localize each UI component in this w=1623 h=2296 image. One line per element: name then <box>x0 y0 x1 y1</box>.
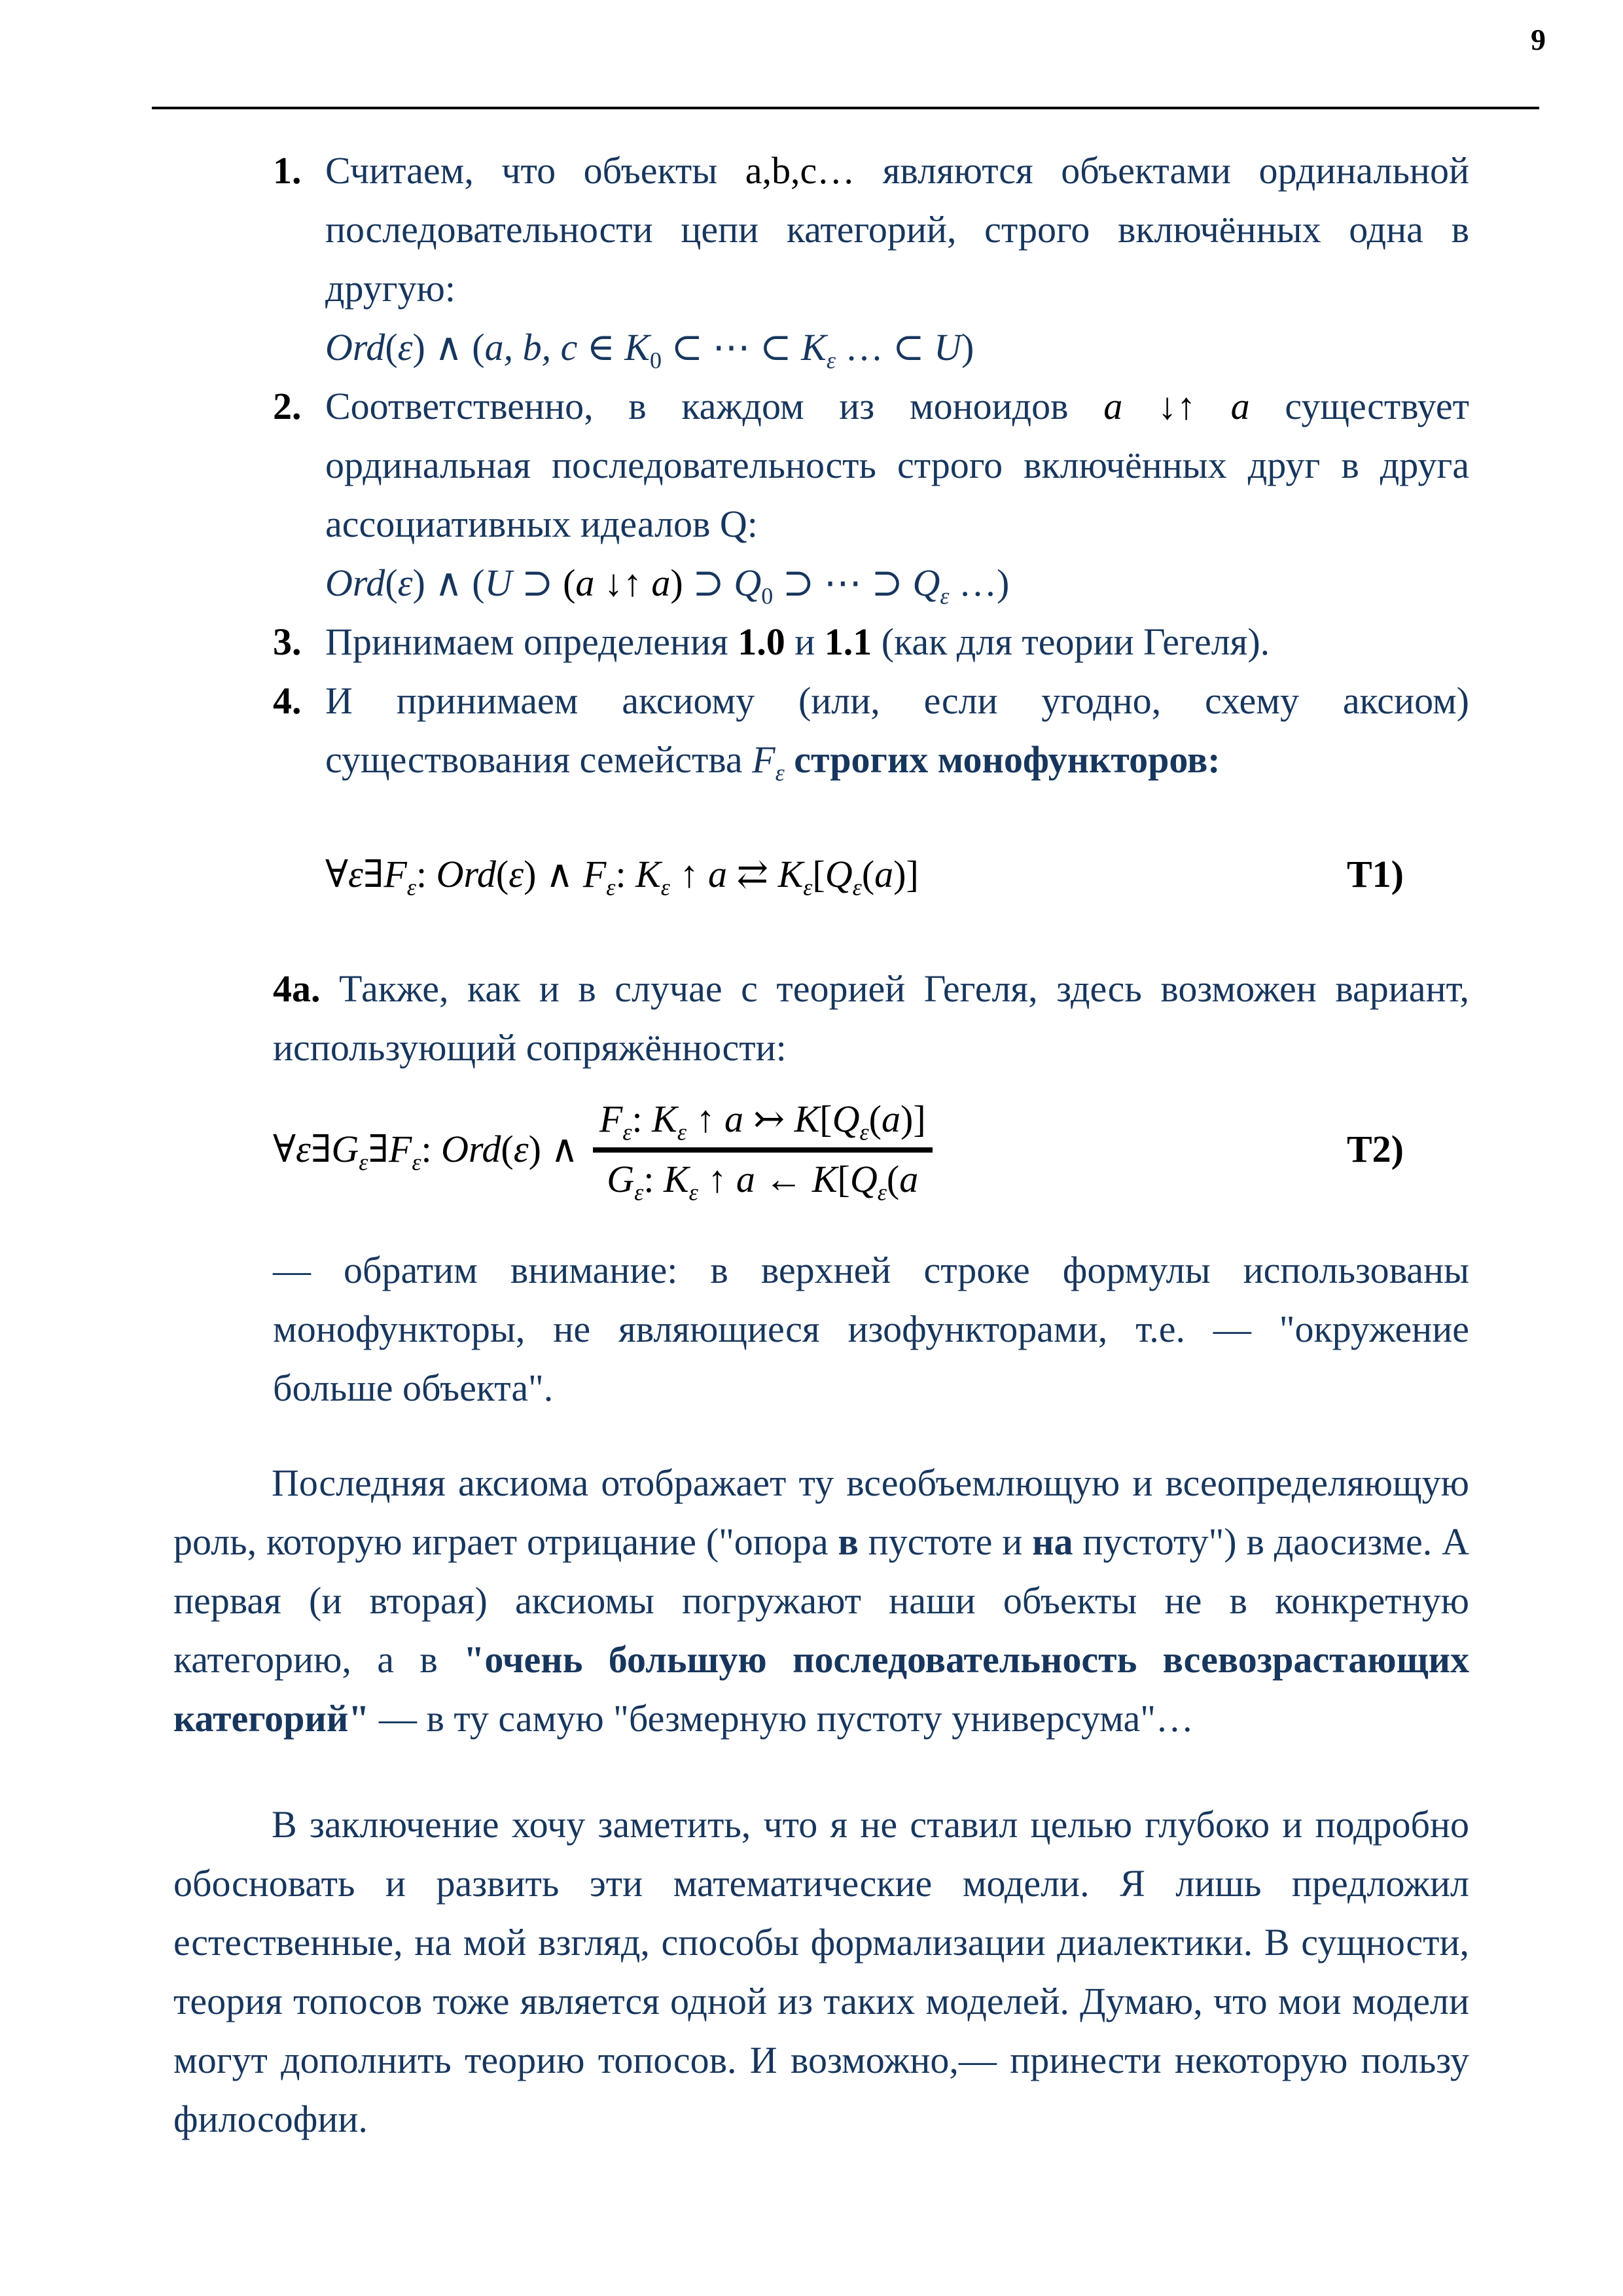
axiom-t2-fraction <box>593 1094 933 1205</box>
item-body: Соответственно, в каждом из моноидов a ↓↑ a существует ординальная последовательность строго включённых друг в друга ассоциативных идеалов Q: <box>325 385 1469 545</box>
paragraph-conclusion: В заключение хочу заметить, что я не ставил целью глубоко и подробно обосновать и развить эти математические модели. Я лишь предложил естественные, на мой взгляд, способы формализации диалектики. В сущности, теория топосов тоже является одной из таких моделей. Думаю, что мои модели могут дополнить теорию топосов. И возможно,— принести некоторую пользу философии. <box>173 1803 1469 2140</box>
axiom-t1-row <box>173 845 1469 904</box>
axiom-t1-formula: $\forall\varepsilon\exists F_\varepsilon$: Ord(ε) ∧ $F_\varepsilon$: $K_\varepsilon$ ↑ a ⇄ $K_\varepsilon[Q_\varepsilon(a)]$ <box>325 853 919 901</box>
formula-ideals-chain: Ord(ε) ∧ (U ⊃ (a ↓↑ a) ⊃ $Q_0$ ⊃ ⋯ ⊃ $Q_\varepsilon$ …) <box>325 562 1010 609</box>
item-body: Считаем, что объекты a,b,c… являются объектами ординальной последовательности цепи категорий, строго включённых одна в другую: <box>325 149 1470 310</box>
item-body: И принимаем аксиому (или, если угодно, схему аксиом) существования семейства $F_\varepsilon$ строгих монофункторов: <box>325 679 1469 786</box>
formula-ordinal-chain: Ord(ε) ∧ (a, b, c ∈ $K_0$ ⊂ ⋯ ⊂ $K_\varepsilon$ … ⊂ U) <box>325 326 974 374</box>
axiom-t2-label: Т2) <box>1347 1128 1404 1170</box>
item-number: 2. <box>273 385 302 427</box>
axiom-t2-row <box>173 1094 1469 1205</box>
list-item-1 <box>273 141 1469 377</box>
item-number: 4. <box>273 679 302 722</box>
paragraph-4a: 4а. Также, как и в случае с теорией Гегеля, здесь возможен вариант, использующий сопряжённости: <box>273 967 1469 1069</box>
header-rule <box>152 107 1539 109</box>
list-item-2 <box>273 377 1469 613</box>
paragraph-axiom-meaning: Последняя аксиома отображает ту всеобъемлющую и всеопределяющую роль, которую играет отрицание ("опора в пустоте и на пустоту") в даосизме. А первая (и вторая) аксиомы погружают наши объекты не в конкретную категорию, а в "очень большую последовательность всевозрастающих категорий" — в ту самую "безмерную пустоту универсума"… <box>173 1462 1469 1740</box>
axiom-t1-label: Т1) <box>1347 853 1404 895</box>
axiom-t2-numerator: $F_\varepsilon$: $K_\varepsilon$ ↑ a ↣ $K[Q_\varepsilon(a)]$ <box>593 1094 933 1153</box>
axiom-t2-prefix: $\forall\varepsilon\exists G_\varepsilon\exists F_\varepsilon$: Ord(ε) ∧ <box>273 1128 579 1175</box>
page-number: 9 <box>1531 23 1546 56</box>
axiom-t2-denominator: $G_\varepsilon$: $K_\varepsilon$ ↑ a ← $K[Q_\varepsilon(a$ <box>607 1158 919 1206</box>
list-item-3 <box>273 613 1469 672</box>
axiom-t2-formula <box>273 1094 933 1205</box>
paragraph-remark: — обратим внимание: в верхней строке формулы использованы монофункторы, не являющиеся изофункторами, т.е. — "окружение больше объекта". <box>273 1249 1469 1409</box>
item-number: 1. <box>273 149 302 192</box>
list-item-4 <box>273 672 1469 789</box>
item-number: 3. <box>273 620 302 663</box>
item-body: Принимаем определения 1.0 и 1.1 (как для теории Гегеля). <box>325 620 1270 663</box>
